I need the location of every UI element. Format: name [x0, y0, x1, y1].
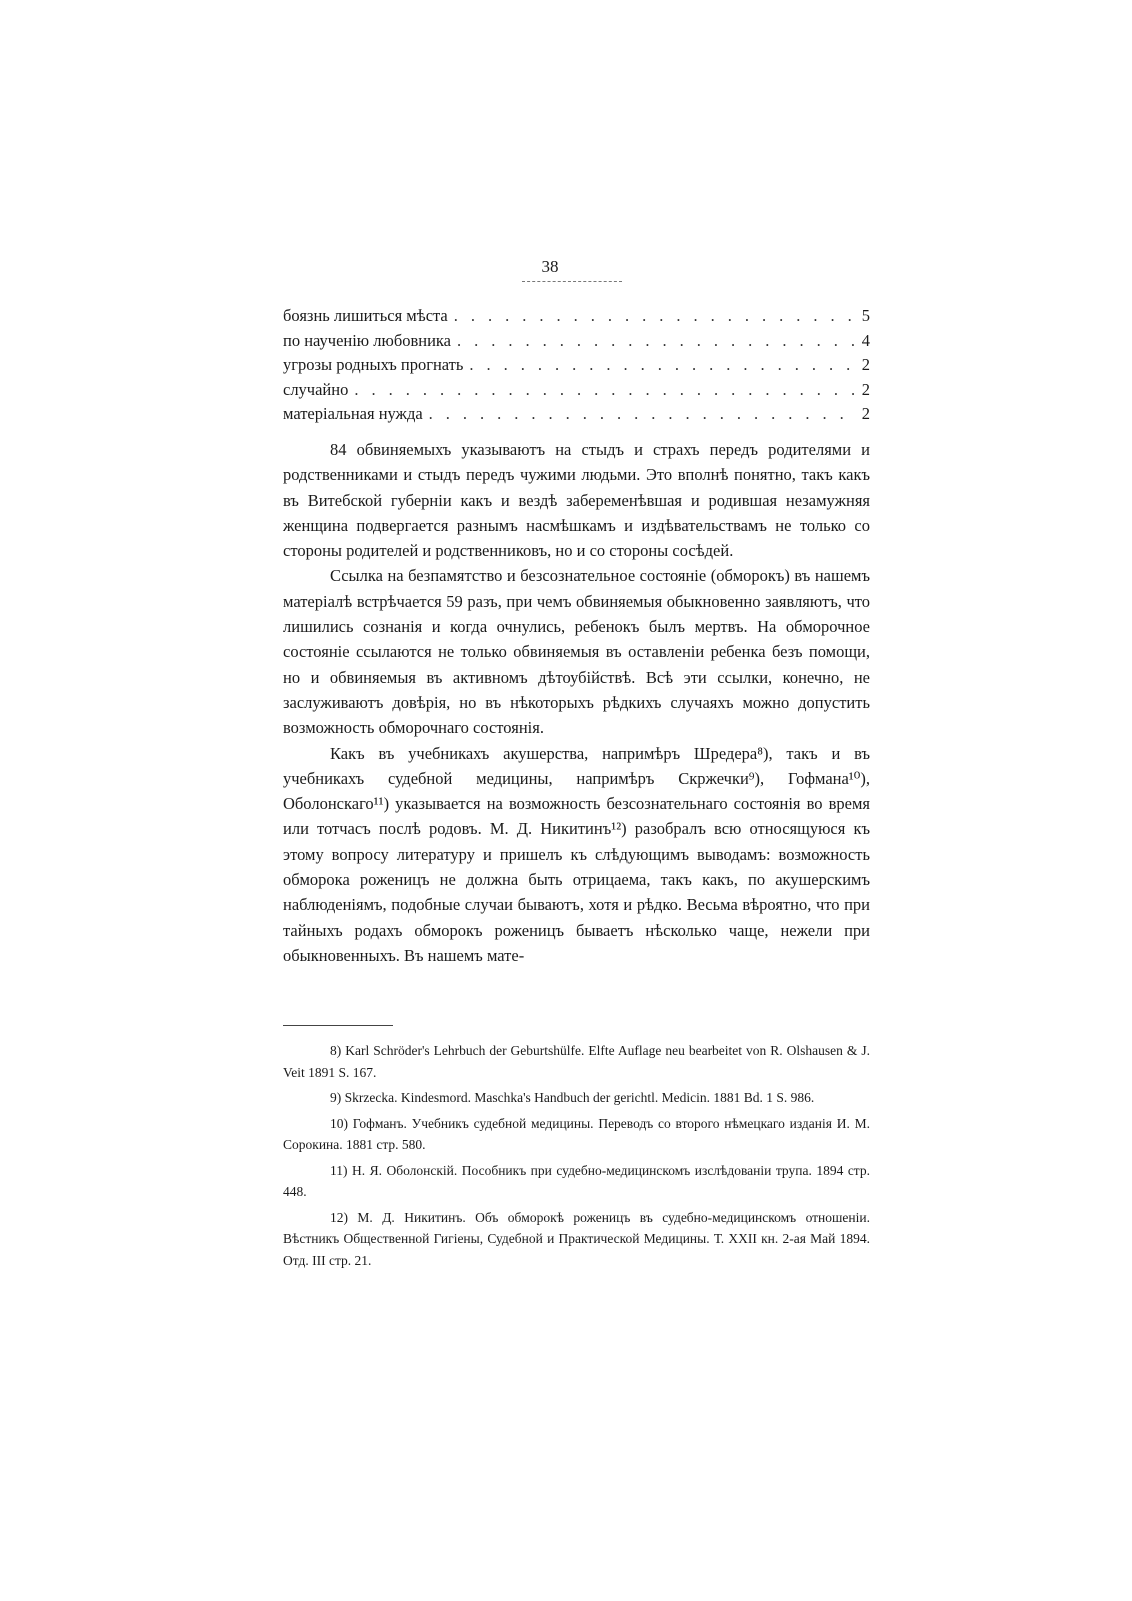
stats-value: 5	[861, 306, 870, 325]
footnote-rule	[283, 1025, 393, 1026]
stats-row	[283, 404, 870, 429]
stats-list	[283, 306, 870, 429]
stats-label: матеріальная нужда	[283, 404, 423, 423]
stats-label: боязнь лишиться мѣста	[283, 306, 448, 325]
stats-row	[283, 331, 870, 356]
stats-value: 2	[861, 379, 870, 399]
stats-row	[283, 380, 870, 405]
leader-dots	[423, 404, 856, 424]
stats-label: по наученію любовника	[283, 330, 452, 350]
paragraph: Какъ въ учебникахъ акушерства, напримѣръ Шредера⁸), такъ и въ учебникахъ судебной медицины, напримѣръ Скржечки⁹), Гофмана¹⁰), Оболонскаго¹¹) указывается на возможность безсознательнаго состоянія во время или тотчасъ послѣ родовъ. М. Д. Никитинъ¹²) разобралъ всю относящуюся къ этому вопросу литературу и пришелъ къ слѣдующимъ выводамъ: возможность обморока роженицъ не должна быть отрицаема, такъ какъ, по акушерскимъ наблюденіямъ, подобные случаи бываютъ, хотя и рѣдко. Весьма вѣроятно, что при тайныхъ родахъ обморокъ роженицъ бываетъ нѣсколько чаще, нежели при обыкновенныхъ. Въ нашемъ мате-	[283, 743, 870, 965]
leader-dots	[448, 306, 856, 326]
stats-label: случайно	[283, 379, 349, 399]
footnote: 12) М. Д. Никитинъ. Объ обморокѣ роженицъ въ судебно-медицинскомъ отношеніи. Вѣстникъ Общественной Гигіены, Судебной и Практической Медицины. Т. XXII кн. 2-ая Май 1894. Отд. III стр. 21.	[283, 1209, 870, 1268]
stats-value: 2	[861, 404, 870, 423]
stats-label: угрозы родныхъ прогнать	[283, 355, 464, 374]
leader-dots	[451, 331, 856, 351]
paragraph: 84 обвиняемыхъ указываютъ на стыдъ и страхъ передъ родителями и родственниками и стыдъ передъ чужими людьми. Это вполнѣ понятно, такъ какъ въ Витебской губерніи какъ и вездѣ забеременѣвшая и родившая незамужняя женщина подвергается разнымъ насмѣшкамъ и издѣвательствамъ не только со стороны родителей и родственниковъ, но и со стороны сосѣдей.	[283, 440, 870, 561]
stats-row	[283, 306, 870, 331]
page-number-rule	[522, 281, 622, 282]
footnotes	[283, 1040, 870, 1275]
paragraph: Ссылка на безпамятство и безсознательное состояніе (обморокъ) въ нашемъ матеріалѣ встрѣчается 59 разъ, при чемъ обвиняемыя обыкновенно заявляютъ, что лишились сознанія и когда очнулись, ребенокъ былъ мертвъ. На обморочное состояніе ссылаются не только обвиняемыя въ оставленіи ребенка безъ помощи, но и обвиняемыя въ активномъ дѣтоубійствѣ. Всѣ эти ссылки, конечно, не заслуживаютъ довѣрія, но въ нѣкоторыхъ рѣдкихъ случаяхъ можно допустить возможность обморочнаго состоянія.	[283, 566, 870, 738]
stats-row	[283, 355, 870, 380]
footnote: 10) Гофманъ. Учебникъ судебной медицины. Переводъ со второго нѣмецкаго изданія И. М. Сорокина. 1881 стр. 580.	[283, 1115, 870, 1152]
leader-dots	[463, 355, 856, 375]
leader-dots	[348, 380, 856, 400]
stats-value: 2	[861, 355, 870, 374]
footnote: 8) Karl Schröder's Lehrbuch der Geburtshülfe. Elfte Auflage neu bearbeitet von R. Olshausen & J. Veit 1891 S. 167.	[283, 1043, 870, 1080]
page-number: 38	[541, 257, 559, 276]
footnote: 11) Н. Я. Оболонскій. Пособникъ при судебно-медицинскомъ изслѣдованіи трупа. 1894 стр. 448.	[283, 1162, 870, 1199]
footnote: 9) Skrzecka. Kindesmord. Maschka's Handbuch der gerichtl. Medicin. 1881 Bd. 1 S. 986.	[330, 1090, 815, 1105]
body-text	[283, 437, 870, 968]
stats-value: 4	[861, 330, 870, 350]
